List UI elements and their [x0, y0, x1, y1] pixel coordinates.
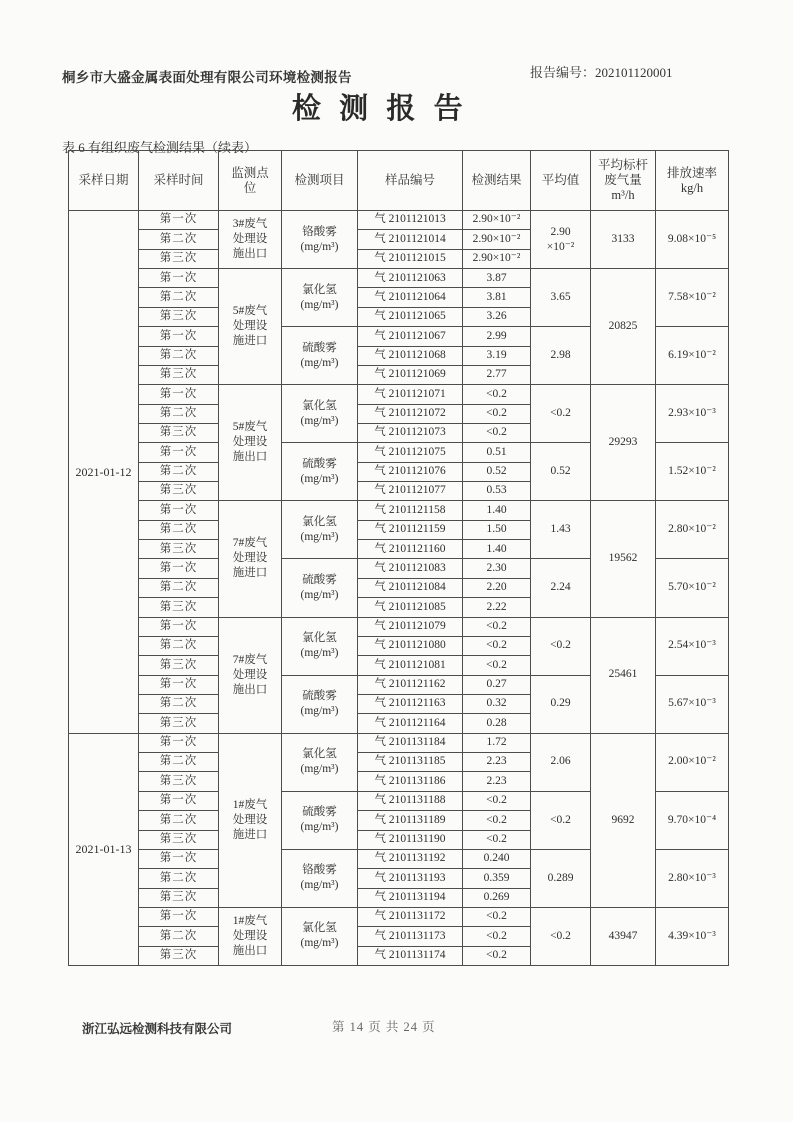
sample-id-cell: 气 2101121015 [358, 249, 463, 268]
page-number: 第 14 页 共 24 页 [332, 1020, 436, 1034]
result-cell: 3.87 [463, 269, 531, 288]
flow-cell: 19562 [591, 501, 656, 617]
sample-id-cell: 气 2101121076 [358, 462, 463, 481]
rate-cell: 2.80×10⁻² [656, 501, 729, 559]
rate-cell: 7.58×10⁻² [656, 269, 729, 327]
result-cell: <0.2 [463, 617, 531, 636]
sample-id-cell: 气 2101121162 [358, 675, 463, 694]
time-cell: 第三次 [139, 830, 219, 849]
col-header-flow-line: 平均标杆 [597, 158, 648, 172]
avg-line: 2.90 [550, 225, 571, 238]
point-cell [219, 907, 282, 965]
item-name: 氯化氢 [302, 748, 337, 761]
sample-id-cell: 气 2101121159 [358, 520, 463, 539]
time-cell: 第二次 [139, 288, 219, 307]
sample-id-cell: 气 2101121071 [358, 385, 463, 404]
sample-id-cell: 气 2101131186 [358, 772, 463, 791]
item-cell [282, 733, 358, 791]
time-cell: 第二次 [139, 869, 219, 888]
time-cell: 第一次 [139, 791, 219, 810]
results-table-body [69, 211, 729, 966]
sample-id-cell: 气 2101121163 [358, 694, 463, 713]
col-header-flow-line: 废气量 [604, 173, 642, 187]
rate-cell: 1.52×10⁻² [656, 443, 729, 501]
point-line: 施进口 [232, 567, 268, 580]
item-unit: (mg/m³) [300, 472, 339, 485]
item-name: 硫酸雾 [302, 806, 337, 819]
time-cell: 第一次 [139, 211, 219, 230]
point-line: 5#废气 [232, 421, 268, 434]
rate-cell: 6.19×10⁻² [656, 327, 729, 385]
item-unit: (mg/m³) [300, 879, 339, 892]
point-line: 处理设 [232, 436, 268, 449]
sample-id-cell: 气 2101131189 [358, 811, 463, 830]
sample-id-cell: 气 2101121013 [358, 211, 463, 230]
time-cell: 第一次 [139, 849, 219, 868]
time-cell: 第二次 [139, 694, 219, 713]
point-line: 1#废气 [232, 798, 268, 811]
rate-cell: 2.93×10⁻³ [656, 385, 729, 443]
table-row [69, 907, 729, 926]
time-cell: 第一次 [139, 501, 219, 520]
sample-id-cell: 气 2101121073 [358, 423, 463, 442]
result-cell: <0.2 [463, 791, 531, 810]
item-cell [282, 327, 358, 385]
result-cell: 2.99 [463, 327, 531, 346]
time-cell: 第一次 [139, 733, 219, 752]
rate-cell: 4.39×10⁻³ [656, 907, 729, 965]
col-header-point-line: 位 [243, 180, 257, 195]
point-line: 处理设 [232, 668, 268, 681]
table-row [69, 211, 729, 230]
point-cell [219, 269, 282, 385]
col-header-item: 检测项目 [282, 151, 358, 211]
avg-cell: 1.43 [531, 501, 591, 559]
item-unit: (mg/m³) [300, 647, 339, 660]
point-cell [219, 733, 282, 907]
flow-cell: 25461 [591, 617, 656, 733]
result-cell: 2.90×10⁻² [463, 211, 531, 230]
result-cell: 2.90×10⁻² [463, 230, 531, 249]
point-line: 处理设 [232, 929, 268, 942]
sample-id-cell: 气 2101121064 [358, 288, 463, 307]
report-company-heading: 桐乡市大盛金属表面处理有限公司环境检测报告 [62, 70, 352, 85]
sample-id-cell: 气 2101131192 [358, 849, 463, 868]
avg-cell: 0.29 [531, 675, 591, 733]
time-cell: 第一次 [139, 617, 219, 636]
result-cell: 2.22 [463, 598, 531, 617]
time-cell: 第二次 [139, 578, 219, 597]
point-line: 施出口 [232, 944, 268, 957]
time-cell: 第一次 [139, 559, 219, 578]
table-row [69, 733, 729, 752]
sample-id-cell: 气 2101131184 [358, 733, 463, 752]
sample-id-cell: 气 2101131172 [358, 907, 463, 926]
item-unit: (mg/m³) [300, 356, 339, 369]
rate-cell: 2.00×10⁻² [656, 733, 729, 791]
item-unit: (mg/m³) [300, 589, 339, 601]
point-cell [219, 211, 282, 269]
result-cell: 0.269 [463, 888, 531, 907]
item-name: 铬酸雾 [302, 864, 337, 877]
time-cell: 第二次 [139, 636, 219, 655]
result-cell: <0.2 [463, 946, 531, 965]
result-cell: <0.2 [463, 636, 531, 655]
footer-company: 浙江弘远检测科技有限公司 [82, 1022, 233, 1036]
item-cell [282, 559, 358, 617]
col-header-sample: 样品编号 [358, 151, 463, 211]
sample-id-cell: 气 2101121072 [358, 404, 463, 423]
point-line: 处理设 [232, 320, 268, 333]
result-cell: 2.23 [463, 772, 531, 791]
time-cell: 第三次 [139, 249, 219, 268]
sample-id-cell: 气 2101121083 [358, 559, 463, 578]
item-name: 硫酸雾 [302, 574, 337, 586]
point-line: 7#废气 [232, 653, 268, 666]
date-cell: 2021-01-12 [69, 211, 139, 734]
item-cell [282, 385, 358, 443]
col-header-rate [656, 151, 729, 211]
avg-cell: <0.2 [531, 907, 591, 965]
item-name: 铬酸雾 [302, 225, 337, 238]
sample-id-cell: 气 2101131185 [358, 753, 463, 772]
item-unit: (mg/m³) [300, 414, 339, 427]
result-cell: 2.30 [463, 559, 531, 578]
result-cell: 1.72 [463, 733, 531, 752]
result-cell: 2.23 [463, 753, 531, 772]
avg-cell: 2.24 [531, 559, 591, 617]
col-header-point [219, 151, 282, 211]
point-cell [219, 385, 282, 501]
table-row [69, 501, 729, 520]
col-header-flow [591, 151, 656, 211]
item-unit: (mg/m³) [300, 240, 339, 253]
item-cell [282, 907, 358, 965]
time-cell: 第一次 [139, 385, 219, 404]
time-cell: 第二次 [139, 520, 219, 539]
rate-cell: 2.80×10⁻³ [656, 849, 729, 907]
result-cell: 2.77 [463, 365, 531, 384]
sample-id-cell: 气 2101121081 [358, 656, 463, 675]
rate-cell: 9.08×10⁻⁵ [656, 211, 729, 269]
col-header-point-line: 监测点 [231, 165, 269, 180]
rate-cell: 5.67×10⁻³ [656, 675, 729, 733]
result-cell: <0.2 [463, 830, 531, 849]
rate-cell: 2.54×10⁻³ [656, 617, 729, 675]
avg-cell: 0.289 [531, 849, 591, 907]
result-cell: 1.50 [463, 520, 531, 539]
avg-cell [531, 211, 591, 269]
result-cell: <0.2 [463, 385, 531, 404]
col-header-rate-line: 排放速率 [666, 165, 717, 180]
point-line: 处理设 [232, 813, 268, 826]
result-cell: 2.90×10⁻² [463, 249, 531, 268]
result-cell: 1.40 [463, 501, 531, 520]
sample-id-cell: 气 2101121063 [358, 269, 463, 288]
item-unit: (mg/m³) [300, 821, 339, 834]
time-cell: 第三次 [139, 307, 219, 326]
item-name: 硫酸雾 [302, 457, 337, 470]
sample-id-cell: 气 2101121065 [358, 307, 463, 326]
sample-id-cell: 气 2101131193 [358, 869, 463, 888]
time-cell: 第三次 [139, 714, 219, 733]
result-cell: 2.20 [463, 578, 531, 597]
result-cell: <0.2 [463, 907, 531, 926]
result-cell: 0.359 [463, 869, 531, 888]
col-header-flow-line: m³/h [611, 188, 635, 202]
table-row [69, 385, 729, 404]
time-cell: 第三次 [139, 772, 219, 791]
point-line: 处理设 [232, 233, 268, 246]
time-cell: 第二次 [139, 404, 219, 423]
point-line: 施进口 [232, 335, 268, 348]
point-line: 1#废气 [232, 914, 268, 927]
time-cell: 第三次 [139, 540, 219, 559]
time-cell: 第三次 [139, 598, 219, 617]
item-unit: (mg/m³) [300, 705, 339, 718]
time-cell: 第一次 [139, 675, 219, 694]
result-cell: 0.53 [463, 482, 531, 501]
result-cell: 0.52 [463, 462, 531, 481]
item-cell [282, 791, 358, 849]
col-header-date: 采样日期 [69, 151, 139, 211]
point-cell [219, 501, 282, 617]
flow-cell: 29293 [591, 385, 656, 501]
date-cell: 2021-01-13 [69, 733, 139, 965]
point-line: 施出口 [232, 683, 268, 696]
avg-cell: 3.65 [531, 269, 591, 327]
sample-id-cell: 气 2101121084 [358, 578, 463, 597]
sample-id-cell: 气 2101121080 [358, 636, 463, 655]
item-name: 氯化氢 [302, 922, 337, 935]
rate-cell: 9.70×10⁻⁴ [656, 791, 729, 849]
item-unit: (mg/m³) [300, 937, 339, 950]
page-title: 检 测 报 告 [291, 93, 469, 125]
item-name: 硫酸雾 [302, 690, 337, 703]
sample-id-cell: 气 2101121085 [358, 598, 463, 617]
item-cell [282, 269, 358, 327]
item-cell [282, 501, 358, 559]
col-header-time: 采样时间 [139, 151, 219, 211]
sample-id-cell: 气 2101121068 [358, 346, 463, 365]
time-cell: 第三次 [139, 888, 219, 907]
time-cell: 第三次 [139, 423, 219, 442]
sample-id-cell: 气 2101121164 [358, 714, 463, 733]
result-cell: <0.2 [463, 656, 531, 675]
point-cell [219, 617, 282, 733]
item-name: 硫酸雾 [302, 341, 337, 354]
time-cell: 第一次 [139, 327, 219, 346]
sample-id-cell: 气 2101121075 [358, 443, 463, 462]
time-cell: 第一次 [139, 269, 219, 288]
point-line: 5#废气 [232, 305, 268, 318]
time-cell: 第三次 [139, 946, 219, 965]
table-row [69, 269, 729, 288]
point-line: 施进口 [232, 828, 268, 841]
point-line: 施出口 [232, 248, 268, 261]
sample-id-cell: 气 2101121158 [358, 501, 463, 520]
sample-id-cell: 气 2101131174 [358, 946, 463, 965]
time-cell: 第三次 [139, 365, 219, 384]
sample-id-cell: 气 2101121067 [358, 327, 463, 346]
flow-cell: 9692 [591, 733, 656, 907]
result-cell: 0.240 [463, 849, 531, 868]
avg-cell: <0.2 [531, 385, 591, 443]
result-cell: <0.2 [463, 927, 531, 946]
time-cell: 第三次 [139, 656, 219, 675]
sample-id-cell: 气 2101131188 [358, 791, 463, 810]
item-cell [282, 849, 358, 907]
item-unit: (mg/m³) [300, 298, 339, 311]
time-cell: 第二次 [139, 811, 219, 830]
time-cell: 第二次 [139, 462, 219, 481]
avg-line: ×10⁻² [546, 240, 575, 253]
result-cell: 0.51 [463, 443, 531, 462]
item-cell [282, 617, 358, 675]
item-cell [282, 675, 358, 733]
avg-cell: <0.2 [531, 617, 591, 675]
time-cell: 第二次 [139, 230, 219, 249]
table-caption: 表 6 有组织废气检测结果（续表） [62, 140, 258, 155]
item-name: 氯化氢 [302, 399, 337, 412]
table-header-row [69, 151, 729, 211]
avg-cell: 0.52 [531, 443, 591, 501]
avg-cell: <0.2 [531, 791, 591, 849]
sample-id-cell: 气 2101131190 [358, 830, 463, 849]
time-cell: 第一次 [139, 443, 219, 462]
sample-id-cell: 气 2101121077 [358, 482, 463, 501]
item-name: 氯化氢 [302, 515, 337, 528]
result-cell: 0.27 [463, 675, 531, 694]
sample-id-cell: 气 2101131194 [358, 888, 463, 907]
time-cell: 第二次 [139, 753, 219, 772]
table-row [69, 617, 729, 636]
report-number: 报告编号：202101120001 [530, 65, 673, 80]
avg-cell: 2.98 [531, 327, 591, 385]
avg-cell: 2.06 [531, 733, 591, 791]
result-cell: <0.2 [463, 811, 531, 830]
item-name: 氯化氢 [302, 283, 337, 296]
result-cell: 0.32 [463, 694, 531, 713]
rate-cell: 5.70×10⁻² [656, 559, 729, 617]
col-header-result: 检测结果 [463, 151, 531, 211]
result-cell: 3.26 [463, 307, 531, 326]
result-cell: <0.2 [463, 404, 531, 423]
result-cell: <0.2 [463, 423, 531, 442]
item-cell [282, 211, 358, 269]
col-header-rate-line: kg/h [680, 180, 704, 195]
time-cell: 第二次 [139, 346, 219, 365]
item-name: 氯化氢 [302, 632, 337, 645]
item-unit: (mg/m³) [300, 530, 339, 543]
time-cell: 第二次 [139, 927, 219, 946]
item-cell [282, 443, 358, 501]
result-cell: 1.40 [463, 540, 531, 559]
sample-id-cell: 气 2101121014 [358, 230, 463, 249]
flow-cell: 20825 [591, 269, 656, 385]
item-unit: (mg/m³) [300, 763, 339, 776]
sample-id-cell: 气 2101121079 [358, 617, 463, 636]
time-cell: 第三次 [139, 482, 219, 501]
flow-cell: 3133 [591, 211, 656, 269]
time-cell: 第一次 [139, 907, 219, 926]
sample-id-cell: 气 2101121069 [358, 365, 463, 384]
point-line: 7#废气 [232, 537, 268, 550]
result-cell: 3.19 [463, 346, 531, 365]
results-table [68, 150, 729, 966]
flow-cell: 43947 [591, 907, 656, 965]
result-cell: 3.81 [463, 288, 531, 307]
point-line: 3#废气 [232, 218, 268, 231]
sample-id-cell: 气 2101121160 [358, 540, 463, 559]
point-line: 施出口 [232, 451, 268, 464]
col-header-avg: 平均值 [531, 151, 591, 211]
sample-id-cell: 气 2101131173 [358, 927, 463, 946]
point-line: 处理设 [232, 552, 268, 565]
result-cell: 0.28 [463, 714, 531, 733]
